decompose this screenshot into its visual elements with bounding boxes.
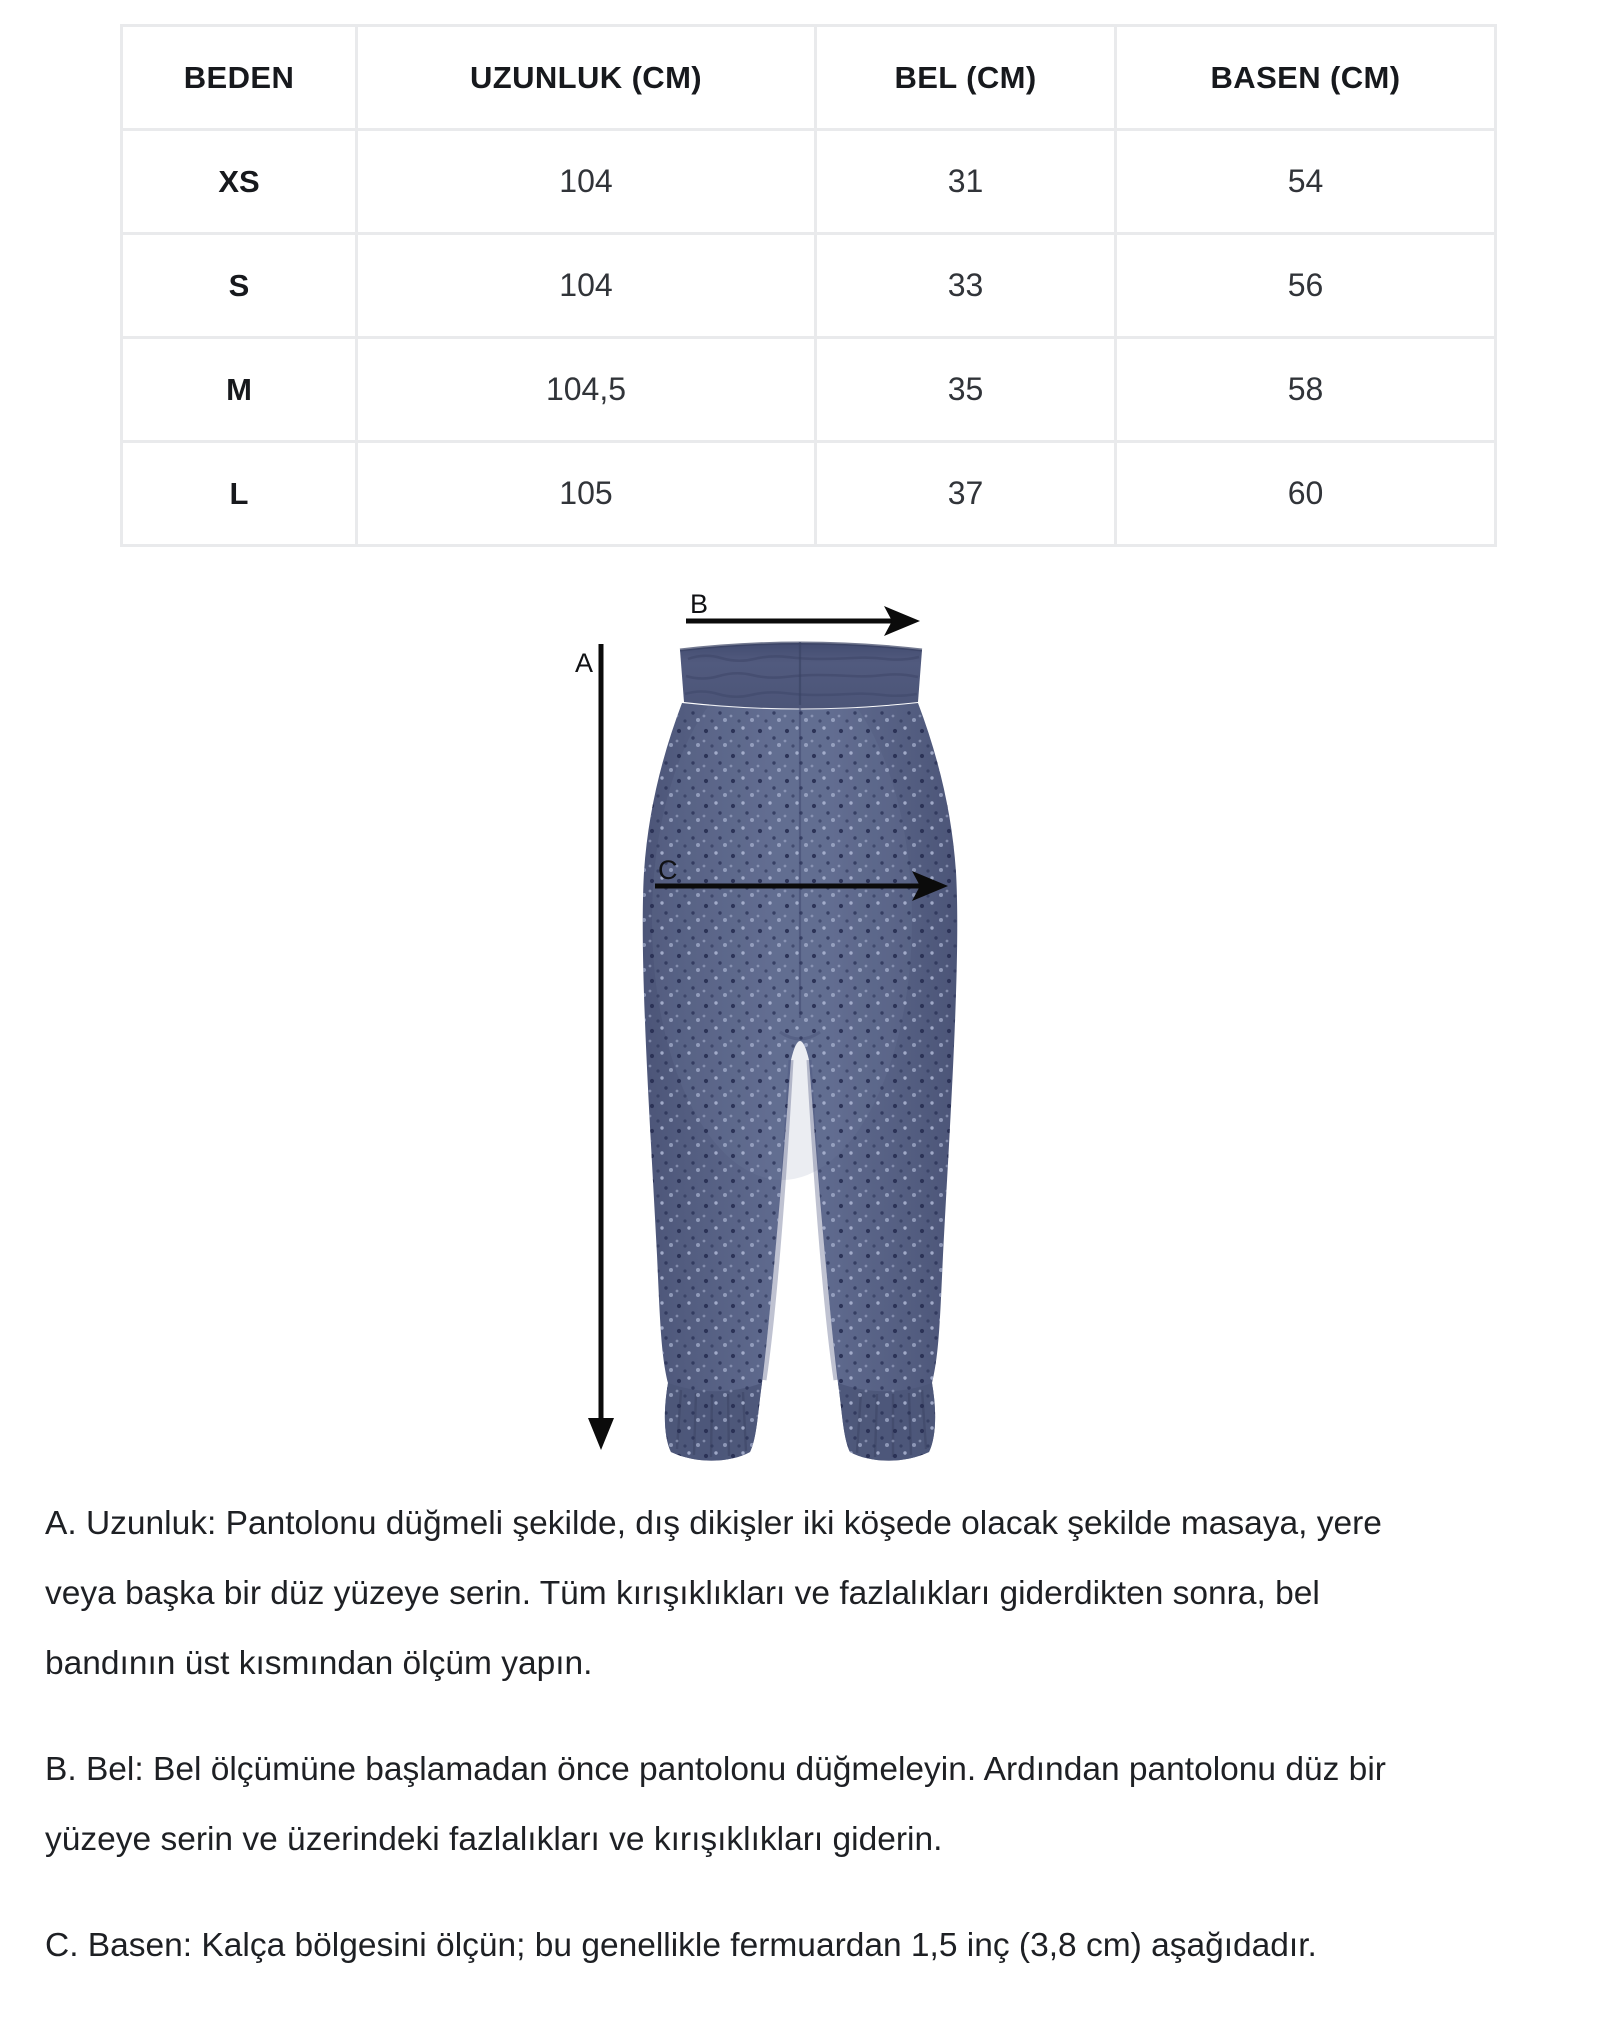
text-line: B. Bel: Bel ölçümüne başlamadan önce pantolonu düğmeleyin. Ardından pantolonu düz bir [45,1751,1386,1788]
table-row-s [122,234,1496,338]
text-line: veya başka bir düz yüzeye serin. Tüm kırışıklıkları ve fazlalıkları giderdikten sonra, bel [45,1575,1320,1612]
label-hip-c: C [658,855,678,885]
size-cell: S [122,234,357,338]
waist-arrow [686,606,920,636]
instruction-waist [45,1735,1585,1875]
text-line: A. Uzunluk: Pantolonu düğmeli şekilde, dış dikişler iki köşede olacak şekilde masaya, yere [45,1505,1382,1542]
length-cell: 105 [357,442,816,546]
table-row-l [122,442,1496,546]
text-line: bandının üst kısmından ölçüm yapın. [45,1645,593,1682]
hip-cell: 58 [1116,338,1496,442]
length-arrow [588,644,614,1450]
waist-cell: 35 [816,338,1116,442]
length-cell: 104,5 [357,338,816,442]
column-header-bel: BEL (CM) [816,26,1116,130]
pants-measurement-diagram [530,560,1010,1490]
label-length-a: A [575,648,594,678]
length-cell: 104 [357,130,816,234]
size-cell: M [122,338,357,442]
size-cell: L [122,442,357,546]
column-header-basen: BASEN (CM) [1116,26,1496,130]
column-header-uzunluk: UZUNLUK (CM) [357,26,816,130]
table-header-row [122,26,1496,130]
text-line: C. Basen: Kalça bölgesini ölçün; bu genellikle fermuardan 1,5 inç (3,8 cm) aşağıdadır. [45,1927,1317,1964]
arrow-down-icon [588,1418,614,1450]
size-cell: XS [122,130,357,234]
size-table [120,24,1497,547]
instruction-hip [45,1911,1585,1981]
waist-cell: 33 [816,234,1116,338]
text-line: yüzeye serin ve üzerindeki fazlalıkları ve kırışıklıkları giderin. [45,1821,943,1858]
measurement-instructions [45,1489,1585,2017]
table-row-m [122,338,1496,442]
waist-cell: 37 [816,442,1116,546]
table-row-xs [122,130,1496,234]
hip-cell: 54 [1116,130,1496,234]
hip-cell: 56 [1116,234,1496,338]
hip-cell: 60 [1116,442,1496,546]
waist-cell: 31 [816,130,1116,234]
column-header-beden: BEDEN [122,26,357,130]
instruction-length [45,1489,1585,1699]
label-waist-b: B [690,589,709,619]
length-cell: 104 [357,234,816,338]
